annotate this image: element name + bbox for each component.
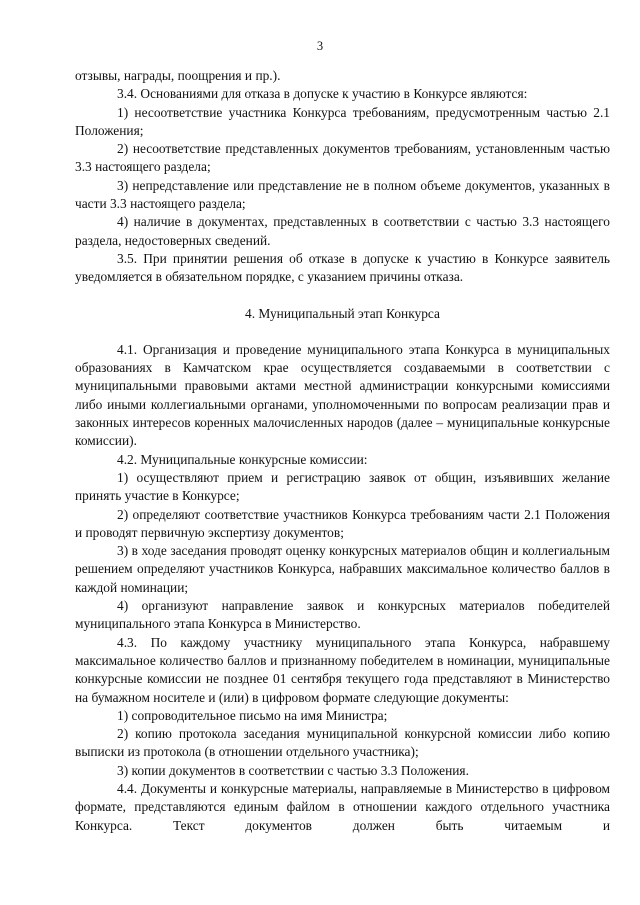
paragraph: 3) непредставление или представление не в полном объеме документов, указанных в части 3.3 настоящего раздела;: [75, 177, 610, 212]
paragraph: 3.5. При принятии решения об отказе в допуске к участию в Конкурсе заявитель уведомляется в обязательном порядке, с указанием причины отказа.: [75, 250, 610, 285]
paragraph: 2) определяют соответствие участников Конкурса требованиям части 2.1 Положения и проводят первичную экспертизу документов;: [75, 506, 610, 540]
document-body: [75, 67, 610, 835]
paragraph: 1) несоответствие участника Конкурса требованиям, предусмотренным частью 2.1 Положения;: [75, 104, 610, 138]
paragraph: 2) несоответствие представленных документов требованиям, установленным частью 3.3 настоящего раздела;: [75, 141, 610, 175]
paragraph: 4.2. Муниципальные конкурсные комиссии:: [117, 451, 368, 467]
paragraph: 3.4. Основаниями для отказа в допуске к участию в Конкурсе являются:: [117, 86, 528, 102]
paragraph: 2) копию протокола заседания муниципальной конкурсной комиссии либо копию выписки из протокола (в отношении отдельного участника);: [75, 726, 610, 760]
paragraph: 3) в ходе заседания проводят оценку конкурсных материалов общин и коллегиальным решением определяют участников Конкурса, набравших максимальное количество баллов в каждой номинации;: [75, 543, 610, 595]
section-heading: 4. Муниципальный этап Конкурса: [245, 305, 440, 321]
paragraph: 4.3. По каждому участнику муниципального этапа Конкурса, набравшему максимальное количество баллов и признанному победителем в номинации, муниципальные конкурсные комиссии не позднее 01 сентября текущего года представляют в Министерство на бумажном носителе и (или) в цифровом формате следующие документы:: [75, 634, 610, 705]
paragraph: 1) сопроводительное письмо на имя Министра;: [117, 707, 388, 723]
paragraph: 4.1. Организация и проведение муниципального этапа Конкурса в муниципальных образованиях в Камчатском крае осуществляется создаваемыми в соответствии с муниципальными правовыми актами местной администрации конкурсными комиссиями либо иными коллегиальными органами, уполномоченными по вопросам реализации прав и законных интересов коренных малочисленных народов (далее – муниципальные конкурсные комиссии).: [75, 341, 610, 449]
paragraph: 4) организуют направление заявок и конкурсных материалов победителей муниципального этапа Конкурса в Министерство.: [75, 598, 610, 632]
paragraph: отзывы, награды, поощрения и пр.).: [75, 68, 281, 83]
paragraph: 4.4. Документы и конкурсные материалы, направляемые в Министерство в цифровом формате, представляются единым файлом в отношении каждого отдельного участника Конкурса. Текст документов должен быть читаемым и: [75, 780, 610, 833]
paragraph: 1) осуществляют прием и регистрацию заявок от общин, изъявивших желание принять участие в Конкурсе;: [75, 469, 610, 504]
paragraph: 4) наличие в документах, представленных в соответствии с частью 3.3 настоящего раздела, недостоверных сведений.: [75, 214, 610, 248]
page-number: 3: [316, 39, 324, 53]
paragraph: 3) копии документов в соответствии с частью 3.3 Положения.: [117, 762, 469, 778]
